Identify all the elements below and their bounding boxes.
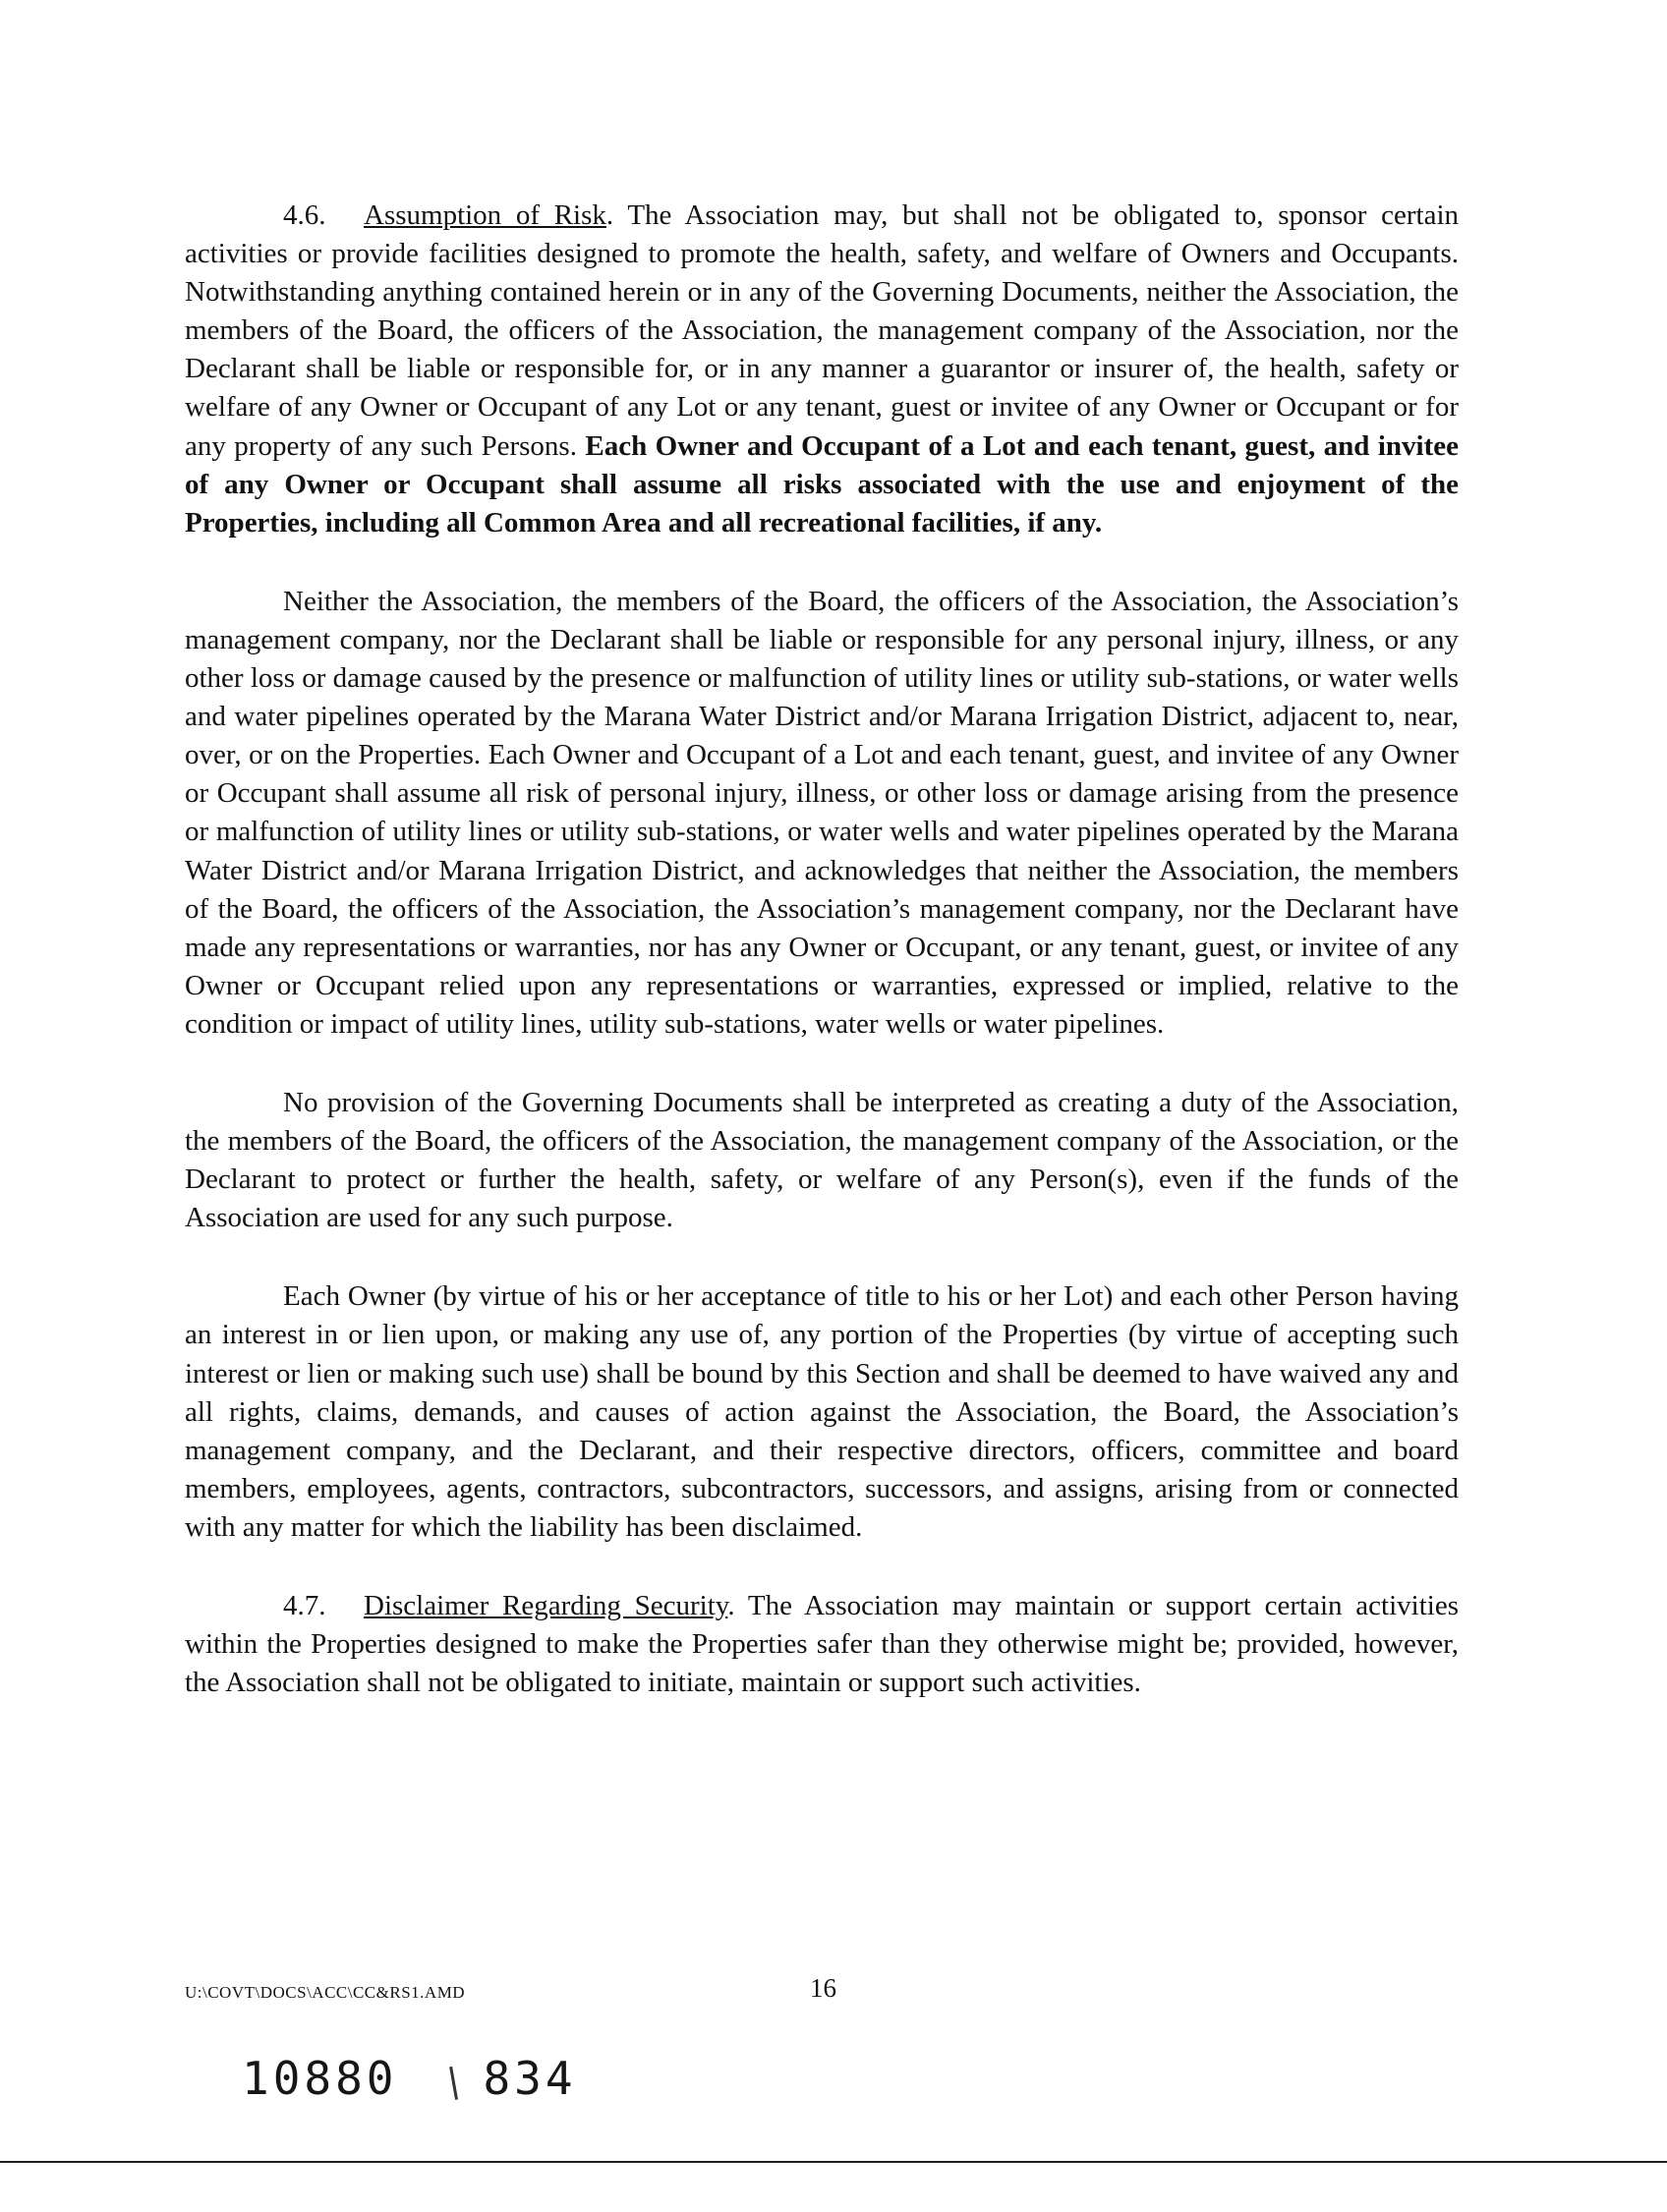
- bottom-rule: [0, 2161, 1667, 2163]
- paragraph-utility-liability: Neither the Association, the members of the Board, the officers of the Association, the Association’s management company, nor the Declarant shall be liable or responsible for any personal injury, illness, or any other loss or damage caused by the presence or malfunction of utility lines or utility sub-stations, or water wells and water pipelines operated by the Marana Water District and/or Marana Irrigation District, adjacent to, near, over, or on the Properties. Each Owner and Occupant of a Lot and each tenant, guest, and invitee of any Owner or Occupant shall assume all risk of personal injury, illness, or other loss or damage arising from the presence or malfunction of utility lines or utility sub-stations, or water wells and water pipelines operated by the Marana Water District and/or Marana Irrigation District, and acknowledges that neither the Association, the members of the Board, the officers of the Association, the Association’s management company, nor the Declarant have made any representations or warranties, nor has any Owner or Occupant, or any tenant, guest, or invitee of any Owner or Occupant relied upon any representations or warranties, expressed or implied, relative to the condition or impact of utility lines, utility sub-stations, water wells or water pipelines.: [185, 585, 1459, 1040]
- section-heading: Disclaimer Regarding Security: [364, 1590, 728, 1621]
- document-body: [185, 197, 1459, 1742]
- section-4-7-paragraph: [185, 1587, 1459, 1702]
- section-bold-text: Each Owner and Occupant of a Lot and each tenant, guest, and invitee of any Owner or Occupant shall assume all risks associated with the use and enjoyment of the Properties, including all Common Area and all recreational facilities, if any.: [185, 429, 1459, 539]
- section-number: 4.6.: [283, 199, 326, 231]
- section-text: . The Association may maintain or support certain activities within the Properties designed to make the Properties safer than they otherwise might be; provided, however, the Association shall not be obligated to initiate, maintain or support such activities.: [185, 1590, 1459, 1699]
- footer-page-number: 16: [810, 1973, 836, 2003]
- footer-file-path: U:\COVT\DOCS\ACC\CC&RS1.AMD: [185, 1983, 466, 2002]
- section-number: 4.7.: [283, 1590, 326, 1621]
- stamp-separator: [450, 2065, 469, 2100]
- stamp-page-number: 834: [483, 2052, 577, 2105]
- section-heading: Assumption of Risk: [364, 199, 606, 231]
- paragraph-no-duty: No provision of the Governing Documents shall be interpreted as creating a duty of the Association, the members of the Board, the officers of the Association, the management company of the Association, or the Declarant to protect or further the health, safety, or welfare of any Person(s), even if the funds of the Association are used for any such purpose.: [185, 1086, 1459, 1234]
- recording-stamp: [242, 2052, 577, 2105]
- section-4-6-paragraph: [185, 197, 1459, 542]
- section-text: . The Association may, but shall not be obligated to, sponsor certain activities or provide facilities designed to promote the health, safety, and welfare of Owners and Occupants. Notwithstanding anything contained herein or in any of the Governing Documents, neither the Association, the members of the Board, the officers of the Association, the management company of the Association, nor the Declarant shall be liable or responsible for, or in any manner a guarantor or insurer of, the health, safety or welfare of any Owner or Occupant of any Lot or any tenant, guest or invitee of any Owner or Occupant or for any property of any such Persons.: [185, 199, 1459, 462]
- paragraph-waiver: Each Owner (by virtue of his or her acceptance of title to his or her Lot) and each other Person having an interest in or lien upon, or making any use of, any portion of the Properties (by virtue of accepting such interest or lien or making such use) shall be bound by this Section and shall be deemed to have waived any and all rights, claims, demands, and causes of action against the Association, the Board, the Association’s management company, and the Declarant, and their respective directors, officers, committee and board members, employees, agents, contractors, subcontractors, successors, and assigns, arising from or connected with any matter for which the liability has been disclaimed.: [185, 1280, 1459, 1543]
- stamp-book-number: 10880: [242, 2052, 398, 2105]
